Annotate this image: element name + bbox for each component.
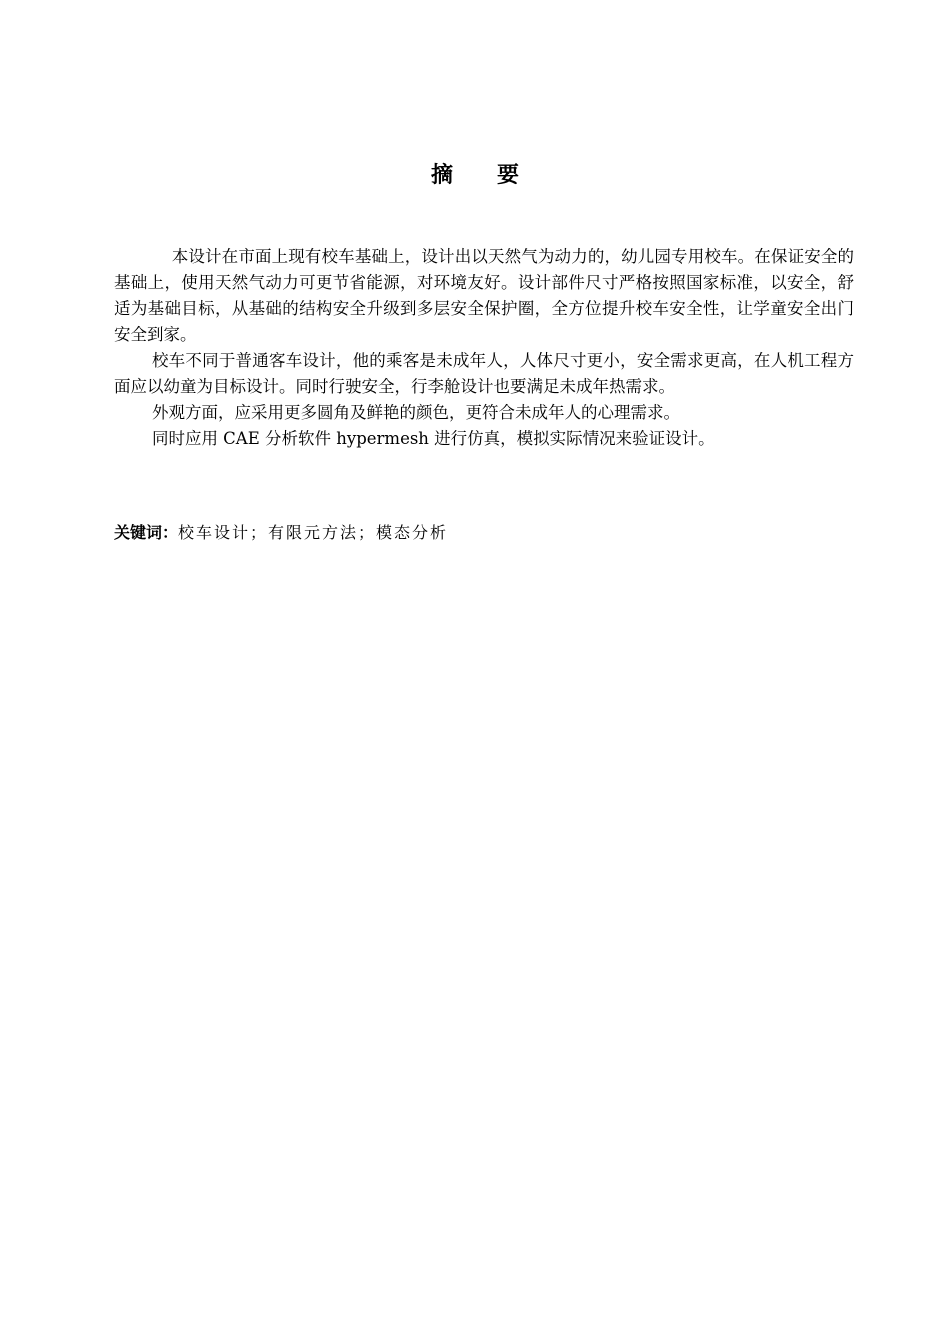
abstract-body (114, 244, 854, 452)
abstract-paragraph: 同时应用 CAE 分析软件 hypermesh 进行仿真，模拟实际情况来验证设计。 (151, 429, 715, 448)
abstract-title-char-2: 要 (497, 163, 520, 188)
abstract-title-char-1: 摘 (430, 163, 453, 188)
abstract-title (0, 158, 950, 189)
keywords-line (114, 520, 854, 546)
keywords-values: 校车设计；有限元方法；模态分析 (178, 523, 449, 542)
abstract-paragraph: 本设计在市面上现有校车基础上，设计出以天然气为动力的，幼儿园专用校车。在保证安全的基础上，使用天然气动力可更节省能源，对环境友好。设计部件尺寸严格按照国家标准，以安全，舒适为基础目标，从基础的结构安全升级到多层安全保护圈，全方位提升校车安全性，让学童安全出门安全到家。 (114, 247, 854, 344)
keywords-label: 关键词： (114, 523, 179, 542)
abstract-paragraph: 校车不同于普通客车设计，他的乘客是未成年人，人体尺寸更小，安全需求更高，在人机工程方面应以幼童为目标设计。同时行驶安全，行李舱设计也要满足未成年热需求。 (114, 351, 854, 396)
abstract-paragraph: 外观方面，应采用更多圆角及鲜艳的颜色，更符合未成年人的心理需求。 (151, 403, 680, 422)
